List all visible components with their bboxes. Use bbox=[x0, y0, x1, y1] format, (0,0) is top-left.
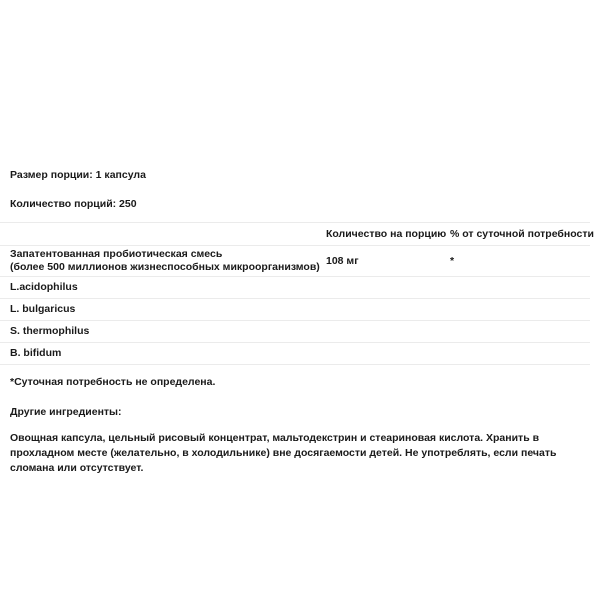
row-name-b-bifidum: B. bifidum bbox=[10, 347, 62, 359]
serving-size-label: Размер порции: 1 капсула bbox=[10, 169, 146, 181]
row-daily-value-l-acidophilus bbox=[450, 277, 590, 299]
row-daily-value-l-bulgaricus bbox=[450, 299, 590, 321]
blend-name-line-2: (более 500 миллионов жизнеспособных микроорганизмов) bbox=[10, 261, 320, 273]
servings-per-container-label: Количество порций: 250 bbox=[10, 197, 137, 210]
table-row bbox=[0, 299, 590, 321]
other-ingredients-text: Овощная капсула, цельный рисовый концентрат, мальтодекстрин и стеариновая кислота. Хранить в прохладном месте (желательно, в холодильнике) вне досягаемости детей. Не употреблять, если печать сломана или отсутствует. bbox=[10, 432, 557, 474]
row-amount-proprietary-blend: 108 мг bbox=[326, 254, 359, 267]
table-row bbox=[0, 277, 590, 299]
blend-name-line-1: Запатентованная пробиотическая смесь bbox=[10, 248, 223, 260]
row-daily-value-proprietary-blend: * bbox=[450, 254, 455, 267]
row-name-proprietary-blend bbox=[0, 246, 326, 277]
row-daily-value-b-bifidum bbox=[450, 343, 590, 365]
daily-value-footnote: *Суточная потребность не определена. bbox=[10, 376, 216, 388]
table-row bbox=[0, 343, 590, 365]
row-daily-value-s-thermophilus bbox=[450, 321, 590, 343]
row-amount-b-bifidum bbox=[326, 343, 450, 365]
row-amount-l-acidophilus bbox=[326, 277, 450, 299]
row-name-l-bulgaricus: L. bulgaricus bbox=[10, 303, 76, 315]
column-header-amount-per-serving: Количество на порцию bbox=[326, 228, 447, 240]
row-amount-l-bulgaricus bbox=[326, 299, 450, 321]
column-header-name bbox=[0, 223, 326, 246]
other-ingredients-heading: Другие ингредиенты: bbox=[10, 405, 122, 418]
serving-info-block bbox=[0, 170, 600, 209]
row-name-l-acidophilus: L.acidophilus bbox=[10, 281, 78, 293]
row-name-s-thermophilus: S. thermophilus bbox=[10, 325, 90, 337]
row-amount-s-thermophilus bbox=[326, 321, 450, 343]
column-header-percent-daily-value: % от суточной потребности bbox=[450, 228, 594, 240]
table-header-row bbox=[0, 223, 590, 246]
supplement-facts-table bbox=[0, 222, 594, 365]
table-row bbox=[0, 321, 590, 343]
table-row bbox=[0, 246, 590, 277]
